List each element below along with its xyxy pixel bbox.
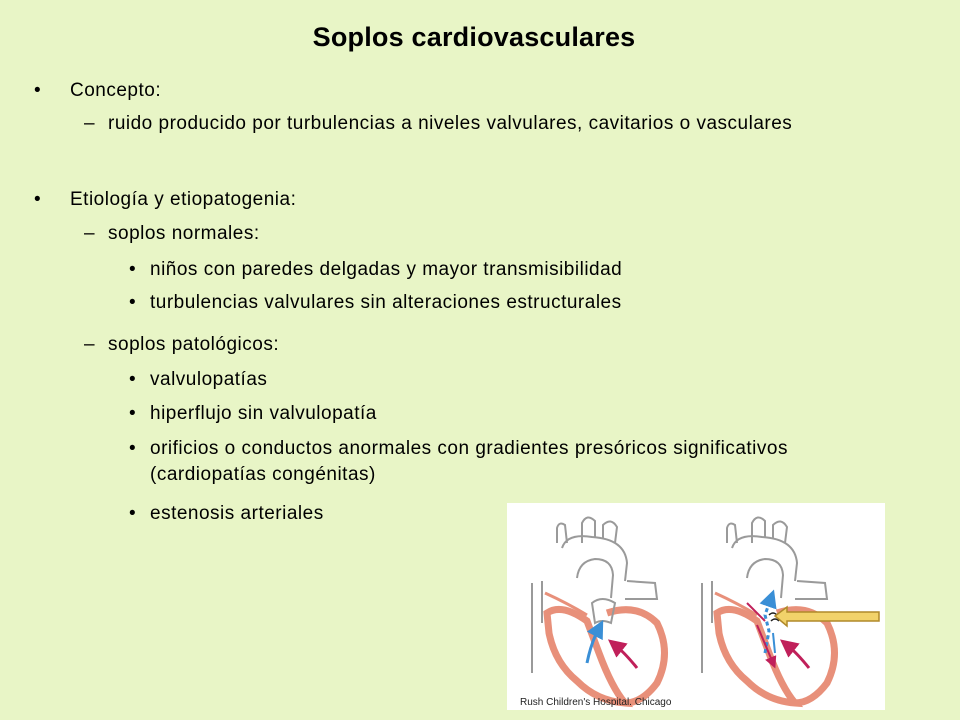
heart-normal: [532, 517, 665, 703]
dash-mark: –: [84, 113, 96, 134]
bullet-mark: •: [129, 438, 137, 459]
sub-bullet-patologicos-2: [129, 401, 849, 427]
sub-bullet-text: orificios o conductos anormales con gradientes presóricos significativos (cardiopatías congénitas): [150, 438, 788, 485]
sub-bullet-patologicos-3: [129, 436, 789, 488]
sub-bullet-text: valvulopatías: [150, 369, 268, 390]
heart-illustration: [507, 503, 885, 710]
heart-diagrams: [507, 503, 885, 710]
sub-bullet-text: niños con paredes delgadas y mayor transmisibilidad: [150, 259, 623, 280]
dash-mark: –: [84, 223, 96, 244]
bullet-mark: •: [129, 403, 137, 424]
dash-text: soplos patológicos:: [108, 334, 280, 355]
dash-soplos-normales: [84, 221, 834, 247]
sub-bullet-text: turbulencias valvulares sin alteraciones estructurales: [150, 292, 622, 313]
bullet-mark: •: [129, 259, 137, 280]
figure-credit: Rush Children's Hospital. Chicago: [520, 697, 672, 708]
bullet-mark: •: [129, 369, 137, 390]
dash-soplos-patologicos: [84, 332, 834, 358]
dash-concepto-definition: [84, 111, 804, 137]
dash-text: soplos normales:: [108, 223, 260, 244]
bullet-mark: •: [34, 189, 42, 210]
dash-text: ruido producido por turbulencias a niveles valvulares, cavitarios o vasculares: [108, 113, 793, 134]
sub-bullet-patologicos-1: [129, 367, 849, 393]
bullet-mark: •: [129, 503, 137, 524]
bullet-etiologia: [34, 187, 894, 213]
heart-murmur: [702, 517, 835, 703]
sub-bullet-text: estenosis arteriales: [150, 503, 324, 524]
bullet-text: Concepto:: [70, 80, 162, 101]
sub-bullet-text: hiperflujo sin valvulopatía: [150, 403, 377, 424]
bullet-mark: •: [129, 292, 137, 313]
bullet-text: Etiología y etiopatogenia:: [70, 189, 297, 210]
sub-bullet-normales-2: [129, 290, 849, 316]
slide-title: Soplos cardiovasculares: [312, 22, 636, 52]
bullet-mark: •: [34, 80, 42, 101]
dash-mark: –: [84, 334, 96, 355]
bullet-concepto: [34, 78, 894, 104]
sub-bullet-normales-1: [129, 257, 849, 283]
